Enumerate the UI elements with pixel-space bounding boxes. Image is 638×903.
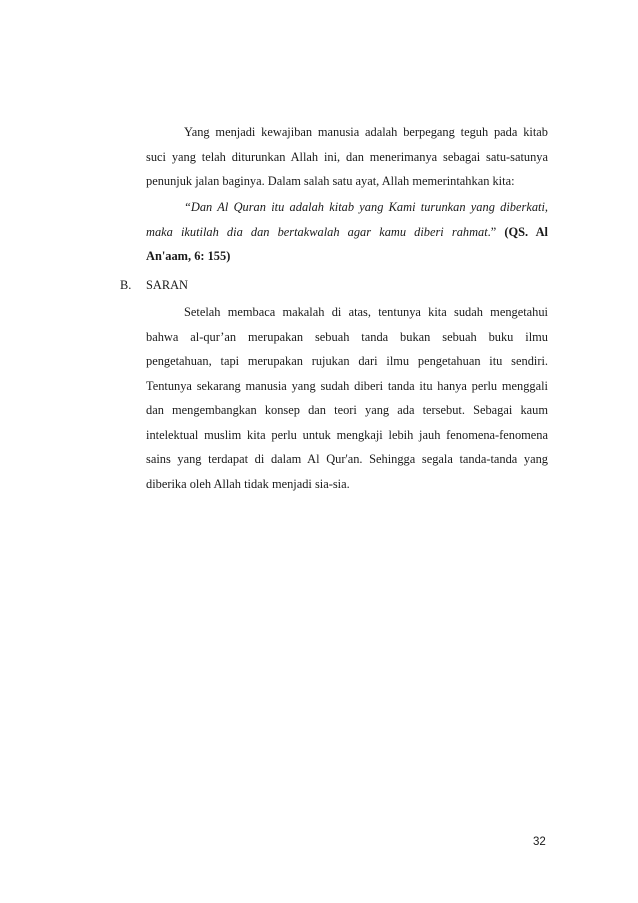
quote-line: “Dan Al Quran itu adalah kitab yang Kami turunkan yang diberkati, — [184, 200, 548, 214]
quran-quote — [146, 195, 548, 269]
paragraph-line: Tentunya sekarang manusia yang sudah diberi tanda itu hanya perlu menggali — [146, 378, 548, 393]
paragraph-line: diberika oleh Allah tidak menjadi sia-sia. — [146, 476, 350, 491]
paragraph-line: suci yang telah diturunkan Allah ini, dan menerimanya sebagai satu-satunya — [146, 149, 548, 164]
paragraph-obligation — [146, 120, 548, 194]
paragraph-line: sains yang terdapat di dalam Al Qur'an. Sehingga segala tanda-tanda yang — [146, 452, 548, 466]
quote-reference-continued: An'aam, 6: 155) — [146, 249, 231, 263]
page-number: 32 — [533, 836, 546, 848]
paragraph-line: dan mengembangkan konsep dan teori yang ada tersebut. Sebagai kaum — [146, 403, 548, 417]
paragraph-line: bahwa al-qur’an merupakan sebuah tanda bukan sebuah buku ilmu — [146, 329, 548, 344]
section-heading — [120, 275, 188, 295]
paragraph-line: Setelah membaca makalah di atas, tentunya kita sudah mengetahui — [184, 305, 548, 319]
paragraph-line: pengetahuan, tapi merupakan rujukan dari ilmu pengetahuan itu sendiri. — [146, 354, 548, 368]
section-letter: B. — [120, 278, 132, 292]
quote-closing: .” — [487, 224, 497, 239]
paragraph-line: Yang menjadi kewajiban manusia adalah berpegang teguh pada kitab — [184, 125, 548, 139]
section-title: SARAN — [146, 278, 188, 292]
paragraph-line: penunjuk jalan baginya. Dalam salah satu ayat, Allah memerintahkan kita: — [146, 174, 515, 188]
quote-reference: (QS. Al — [504, 224, 548, 239]
quote-line-with-reference — [146, 220, 548, 245]
paragraph-suggestion — [146, 300, 548, 496]
paragraph-line: intelektual muslim kita perlu untuk mengkaji lebih jauh fenomena-fenomena — [146, 427, 548, 442]
quote-text: maka ikutilah dia dan bertakwalah agar kamu diberi rahmat — [146, 224, 488, 239]
